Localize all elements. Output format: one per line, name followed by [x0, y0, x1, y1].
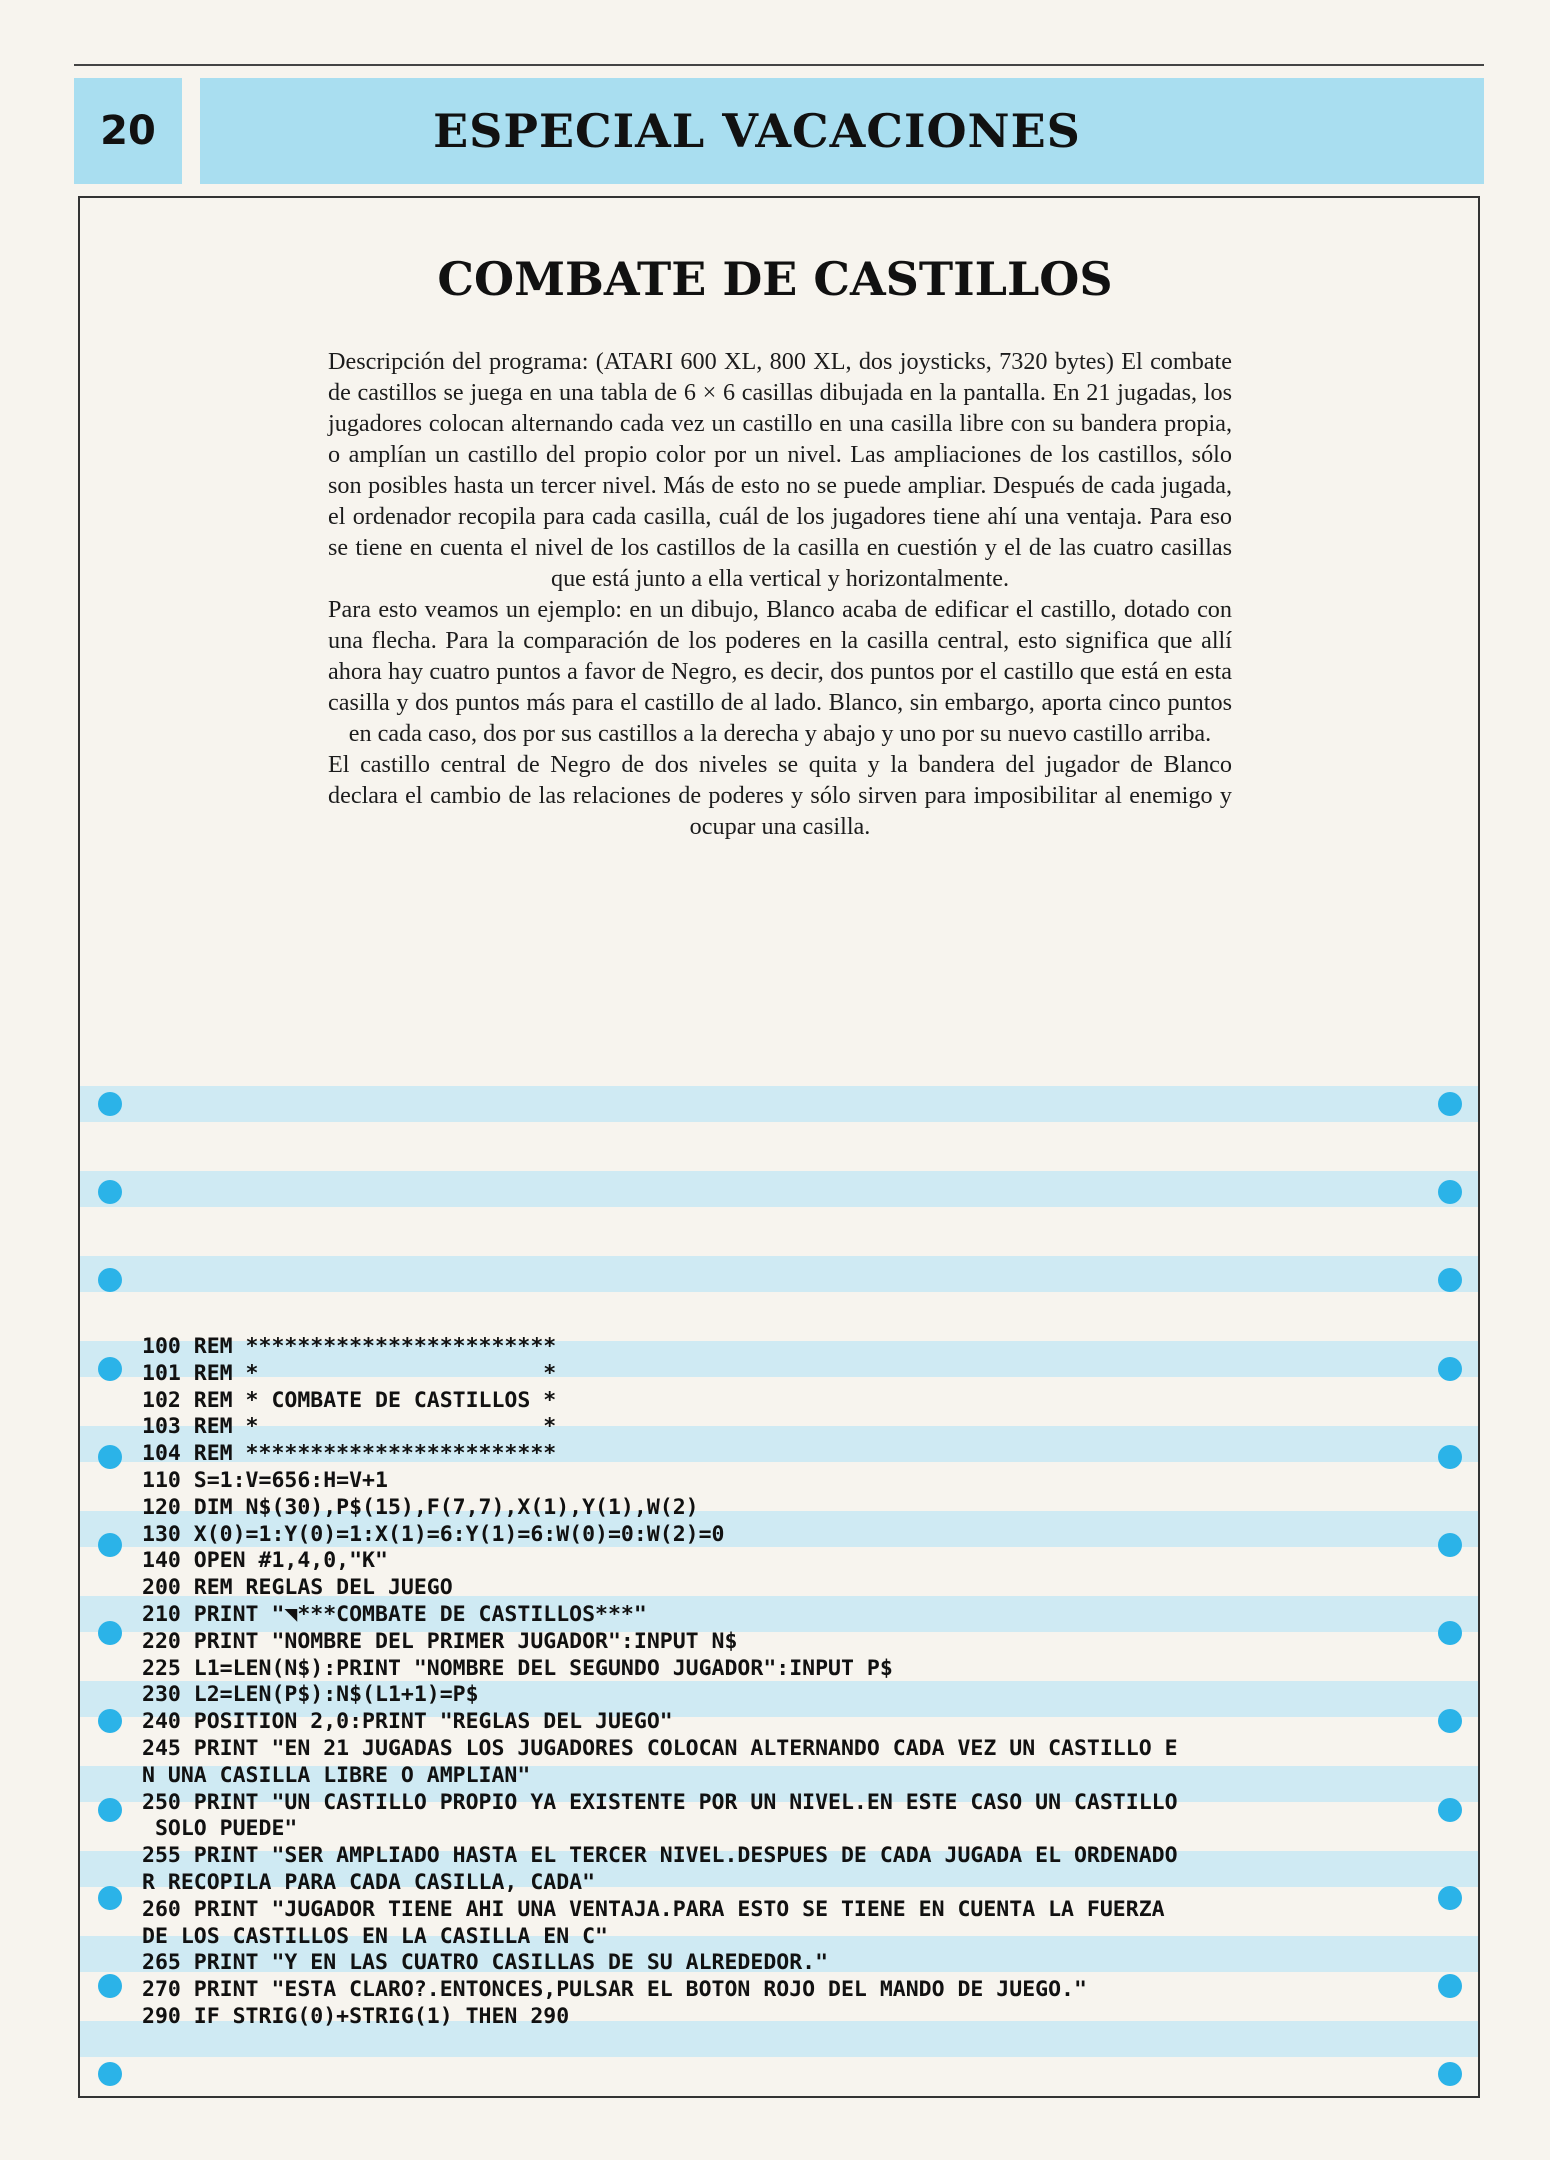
code-line: 260 PRINT "JUGADOR TIENE AHI UNA VENTAJA.PARA ESTO SE TIENE EN CUENTA LA FUERZA	[142, 1896, 1165, 1922]
code-line: DE LOS CASTILLOS EN LA CASILLA EN C"	[142, 1923, 608, 1949]
article-body	[328, 346, 1232, 842]
page-number-box	[74, 78, 182, 184]
code-line: 104 REM ************************	[142, 1441, 557, 1467]
code-line: 255 PRINT "SER AMPLIADO HASTA EL TERCER NIVEL.DESPUES DE CADA JUGADA EL ORDENADO	[142, 1843, 1178, 1869]
tractor-feed-hole-icon	[98, 1533, 122, 1557]
tractor-feed-hole-icon	[1438, 1533, 1462, 1557]
section-header	[200, 78, 1484, 184]
tractor-feed-hole-icon	[98, 1886, 122, 1910]
code-line: 240 POSITION 2,0:PRINT "REGLAS DEL JUEGO"	[142, 1709, 673, 1735]
code-line: 245 PRINT "EN 21 JUGADAS LOS JUGADORES COLOCAN ALTERNANDO CADA VEZ UN CASTILLO E	[142, 1735, 1178, 1761]
article-title: COMBATE DE CASTILLOS	[437, 252, 1113, 306]
code-listing	[142, 1334, 1432, 2031]
code-line: 220 PRINT "NOMBRE DEL PRIMER JUGADOR":INPUT N$	[142, 1628, 738, 1654]
article-paragraph: El castillo central de Negro de dos niveles se quita y la bandera del jugador de Blanco declara el cambio de las relaciones de poderes y sólo sirven para imposibilitar al enemigo y ocupar una casilla.	[328, 751, 1232, 840]
tractor-feed-hole-icon	[98, 2062, 122, 2086]
code-line: 120 DIM N$(30),P$(15),F(7,7),X(1),Y(1),W(2)	[142, 1494, 699, 1520]
tractor-feed-hole-icon	[1438, 1621, 1462, 1645]
code-line: SOLO PUEDE"	[142, 1816, 298, 1842]
tractor-feed-hole-icon	[1438, 2062, 1462, 2086]
article-paragraph: Descripción del programa: (ATARI 600 XL, 800 XL, dos joysticks, 7320 bytes) El combate de castillos se juega en una tabla de 6 × 6 casillas dibujada en la pantalla. En 21 jugadas, los jugadores colocan alternando cada vez un castillo en una casilla libre con su bandera propia, o amplían un castillo del propio color por un nivel. Las ampliaciones de los castillos, sólo son posibles hasta un tercer nivel. Más de esto no se puede ampliar. Después de cada jugada, el ordenador recopila para cada casilla, cuál de los jugadores tiene ahí una ventaja. Para eso se tiene en cuenta el nivel de los castillos de la casilla en cuestión y el de las cuatro casillas que está junto a ella vertical y horizontalmente.	[328, 348, 1232, 592]
paper-stripe	[80, 1171, 1478, 1207]
code-line: 270 PRINT "ESTA CLARO?.ENTONCES,PULSAR EL BOTON ROJO DEL MANDO DE JUEGO."	[142, 1977, 1087, 2003]
tractor-feed-hole-icon	[1438, 1798, 1462, 1822]
tractor-feed-hole-icon	[98, 1180, 122, 1204]
tractor-feed-hole-icon	[1438, 1445, 1462, 1469]
section-title: ESPECIAL VACACIONES	[433, 104, 1081, 158]
top-rule	[74, 64, 1484, 66]
tractor-feed-hole-icon	[1438, 1886, 1462, 1910]
code-line: 230 L2=LEN(P$):N$(L1+1)=P$	[142, 1682, 479, 1708]
paper-stripe	[80, 1086, 1478, 1122]
code-line: 101 REM * *	[142, 1360, 557, 1386]
code-line: 265 PRINT "Y EN LAS CUATRO CASILLAS DE SU ALREDEDOR."	[142, 1950, 829, 1976]
code-line: 110 S=1:V=656:H=V+1	[142, 1467, 388, 1493]
code-line: 130 X(0)=1:Y(0)=1:X(1)=6:Y(1)=6:W(0)=0:W(2)=0	[142, 1521, 725, 1547]
tractor-feed-hole-icon	[1438, 1092, 1462, 1116]
tractor-feed-hole-icon	[98, 1798, 122, 1822]
tractor-feed-hole-icon	[1438, 1357, 1462, 1381]
code-line: 140 OPEN #1,4,0,"K"	[142, 1548, 388, 1574]
code-line: 290 IF STRIG(0)+STRIG(1) THEN 290	[142, 2003, 570, 2029]
tractor-feed-hole-icon	[98, 1445, 122, 1469]
code-line: 225 L1=LEN(N$):PRINT "NOMBRE DEL SEGUNDO JUGADOR":INPUT P$	[142, 1655, 893, 1681]
page-number: 20	[100, 108, 156, 154]
code-line: 103 REM * *	[142, 1414, 557, 1440]
code-line: R RECOPILA PARA CADA CASILLA, CADA"	[142, 1869, 596, 1895]
code-line: 210 PRINT "◥***COMBATE DE CASTILLOS***"	[142, 1601, 647, 1627]
code-line: 250 PRINT "UN CASTILLO PROPIO YA EXISTENTE POR UN NIVEL.EN ESTE CASO UN CASTILLO	[142, 1789, 1178, 1815]
paper-stripe	[80, 1256, 1478, 1292]
tractor-feed-hole-icon	[1438, 1180, 1462, 1204]
tractor-feed-hole-icon	[98, 1357, 122, 1381]
tractor-feed-hole-icon	[98, 1092, 122, 1116]
code-line: 102 REM * COMBATE DE CASTILLOS *	[142, 1387, 557, 1413]
article-paragraph: Para esto veamos un ejemplo: en un dibujo, Blanco acaba de edificar el castillo, dotado con una flecha. Para la comparación de los poderes en la casilla central, esto significa que allí ahora hay cuatro puntos a favor de Negro, es decir, dos puntos por el castillo que está en esta casilla y dos puntos más para el castillo de al lado. Blanco, sin embargo, aporta cinco puntos en cada caso, dos por sus castillos a la derecha y abajo y uno por su nuevo castillo arriba.	[328, 596, 1232, 747]
code-line: 200 REM REGLAS DEL JUEGO	[142, 1575, 453, 1601]
code-line: N UNA CASILLA LIBRE O AMPLIAN"	[142, 1762, 531, 1788]
tractor-feed-hole-icon	[98, 1621, 122, 1645]
code-line: 100 REM ************************	[142, 1334, 557, 1359]
tractor-feed-hole-icon	[98, 1974, 122, 1998]
tractor-feed-hole-icon	[1438, 1974, 1462, 1998]
